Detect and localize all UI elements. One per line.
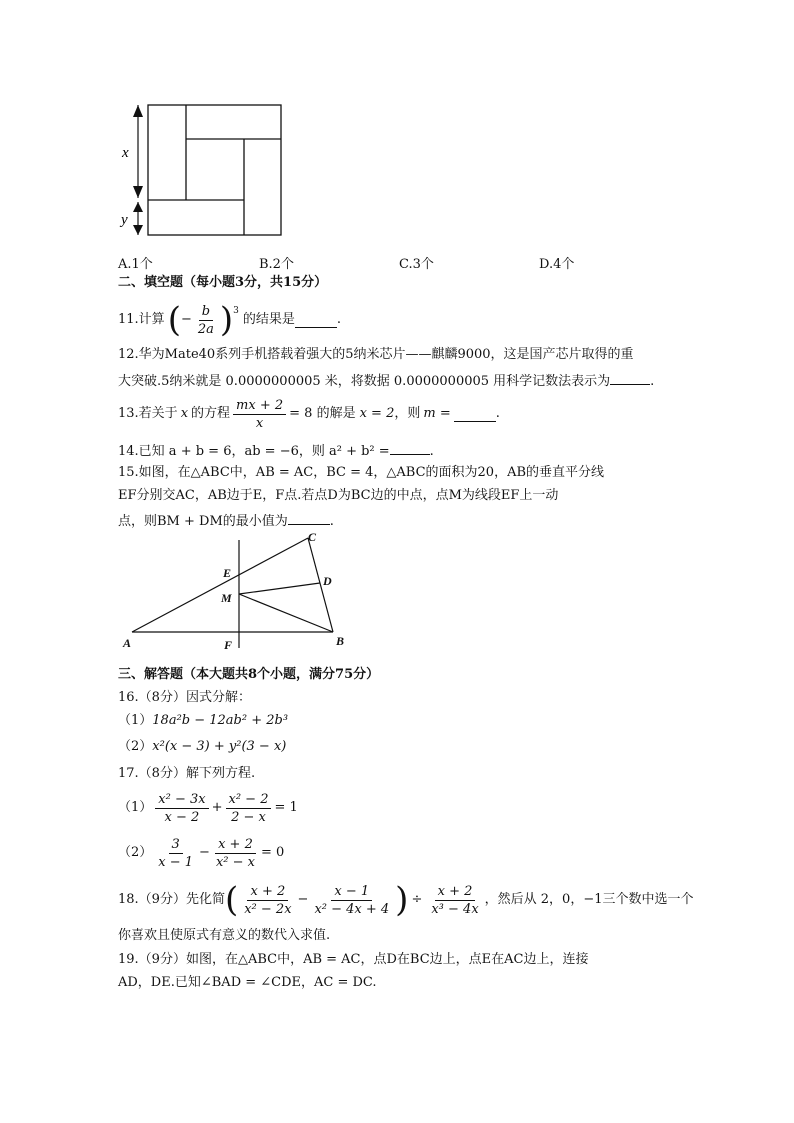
question-16-part1: （1）18a²b − 12ab² + 2b³ [118, 713, 289, 728]
q11-pre: 11.计算 [118, 312, 165, 327]
choice-a: A.1个 [118, 257, 153, 272]
pt-F: F [224, 638, 233, 652]
q11-exp: 3 [233, 306, 239, 316]
question-19-line2: AD，DE.已知∠BAD = ∠CDE，AC = DC. [118, 975, 377, 990]
pt-E: E [223, 566, 232, 580]
q11-sign: − [180, 312, 192, 327]
label-y: y [121, 212, 128, 228]
choice-b: B.2个 [259, 257, 294, 272]
question-13: 13.若关于 x 的方程 $\frac{mx + 2}{x}$ = 8 的解是 x = 2 ，则 m = . [118, 397, 500, 431]
question-12-line1: 12.华为Mate40系列手机搭载着强大的5纳米芯片——麒麟9000，这是国产芯片取得的重 [118, 347, 634, 362]
choice-c: C.3个 [399, 257, 434, 272]
figure-rectangles [116, 100, 286, 240]
q11-den: 2a [197, 321, 214, 337]
question-15-line2: EF分别交AC，AB边于E，F点.若点D为BC边的中点，点M为线段EF上一动 [118, 488, 559, 503]
pt-D: D [323, 574, 332, 588]
question-17-head: 17.（8分）解下列方程. [118, 766, 256, 781]
choice-d: D.4个 [539, 257, 575, 272]
pt-A: A [123, 636, 132, 650]
question-17-part2: （2） $\frac{3}{x - 1}$ − $\frac{x + 2}{\text{x² − x}}$ = 0 [118, 836, 285, 870]
label-x: x [122, 145, 129, 161]
question-16-part2: （2）x²(x − 3) + y²(3 − x) [118, 739, 287, 754]
outer-square [148, 105, 281, 235]
section2-title: 二、填空题（每小题3分，共15分） [118, 275, 328, 290]
question-17-part1: （1） $\frac{\text{x² − 3x}}{x - 2}$ + $\frac{\text{x² − 2}}{2 - x}$ = 1 [118, 791, 298, 825]
question-18-line2: 你喜欢且使原式有意义的数代入求值. [118, 928, 331, 943]
question-15-line1: 15.如图，在△ABC中，AB = AC，BC = 4，△ABC的面积为20，AB的垂直平分线 [118, 465, 605, 480]
pt-B: B [336, 634, 345, 648]
question-19-line1: 19.（9分）如图，在△ABC中，AB = AC，点D在BC边上，点E在AC边上，连接 [118, 952, 589, 967]
q13-den: x [255, 415, 264, 431]
question-15-line3: 点，则BM + DM的最小值为 . [118, 510, 334, 531]
q11-num: b [199, 304, 213, 321]
question-16-head: 16.（8分）因式分解： [118, 690, 251, 705]
question-14: 14.已知 a + b = 6，ab = −6，则 a² + b² = . [118, 440, 434, 461]
pt-C: C [308, 530, 317, 544]
question-12-line2: 大突破.5纳米就是 0.0000000005 米，将数据 0.0000000005 用科学记数法表示为 . [118, 370, 654, 391]
question-11: 11.计算 ( − $\frac{b}{2a}$ ) $^3$ 的结果是 . [118, 300, 342, 340]
q11-post: 的结果是 [242, 312, 295, 327]
section3-title: 三、解答题（本大题共8个小题，满分75分） [118, 667, 380, 682]
figure-triangle [118, 528, 368, 656]
q13-num: mx + 2 [233, 398, 286, 415]
pt-M: M [221, 591, 232, 605]
question-18: 18.（9分）先化简 ( $\frac{x + 2}{\text{x² − 2x}}$ − $\frac{x - 1}{\text{x² − 4x + 4}}$ ) ÷ $\frac{x + 2}{\text{x³ − 4x}}$ ，然后从 2，0，−1三个数中选一个 [118, 880, 694, 920]
